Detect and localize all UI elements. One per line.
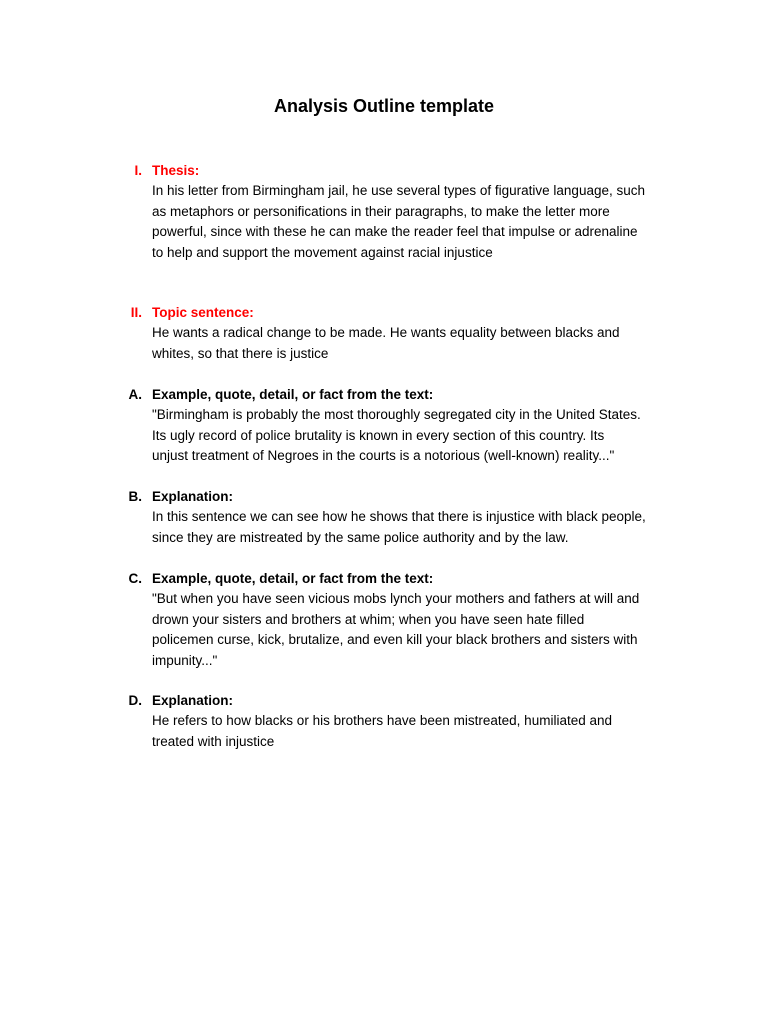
subsection-body — [152, 690, 672, 752]
section-numeral: II. — [130, 305, 142, 320]
subsection-letter: C. — [128, 571, 142, 586]
page-title: Analysis Outline template — [273, 96, 495, 116]
section-text: In his letter from Birmingham jail, he use several types of figurative language, such as metaphors or personifications in their paragraphs, to make the letter more powerful, since with these he can make the reader feel that impulse or adrenaline to help and support the movement against racial injustice — [152, 183, 645, 261]
subsection-body — [152, 384, 672, 467]
subsection-text: He refers to how blacks or his brothers have been mistreated, humiliated and treated with injustice — [152, 713, 612, 749]
subsection-body — [152, 568, 672, 672]
subsection-heading: Explanation: — [152, 693, 234, 708]
subsection-letter: A. — [128, 387, 142, 402]
subsection-letter: B. — [128, 489, 142, 504]
subsection-text: "But when you have seen vicious mobs lynch your mothers and fathers at will and drown your sisters and brothers at whim; when you have seen hate filled policemen curse, kick, brutalize, and even kill your black brothers and sisters with impunity..." — [152, 591, 640, 669]
section-text: He wants a radical change to be made. He wants equality between blacks and whites, so that there is justice — [152, 325, 620, 361]
section-body — [152, 160, 672, 264]
subsection-heading: Explanation: — [152, 489, 234, 504]
subsection-heading: Example, quote, detail, or fact from the text: — [152, 387, 434, 402]
subsection-body — [152, 486, 672, 548]
subsection-text: "Birmingham is probably the most thoroughly segregated city in the United States. Its ugly record of police brutality is known in every section of this country. Its unjust treatment of Negroes in the courts is a notorious (well-known) reality..." — [152, 407, 641, 464]
subsection-text: In this sentence we can see how he shows that there is injustice with black people, since they are mistreated by the same police authority and by the law. — [152, 509, 646, 545]
section-heading: Thesis: — [152, 163, 200, 178]
section-numeral: I. — [134, 163, 142, 178]
section-body — [152, 302, 672, 364]
subsection-heading: Example, quote, detail, or fact from the text: — [152, 571, 434, 586]
subsection-letter: D. — [128, 693, 142, 708]
section-heading: Topic sentence: — [152, 305, 254, 320]
